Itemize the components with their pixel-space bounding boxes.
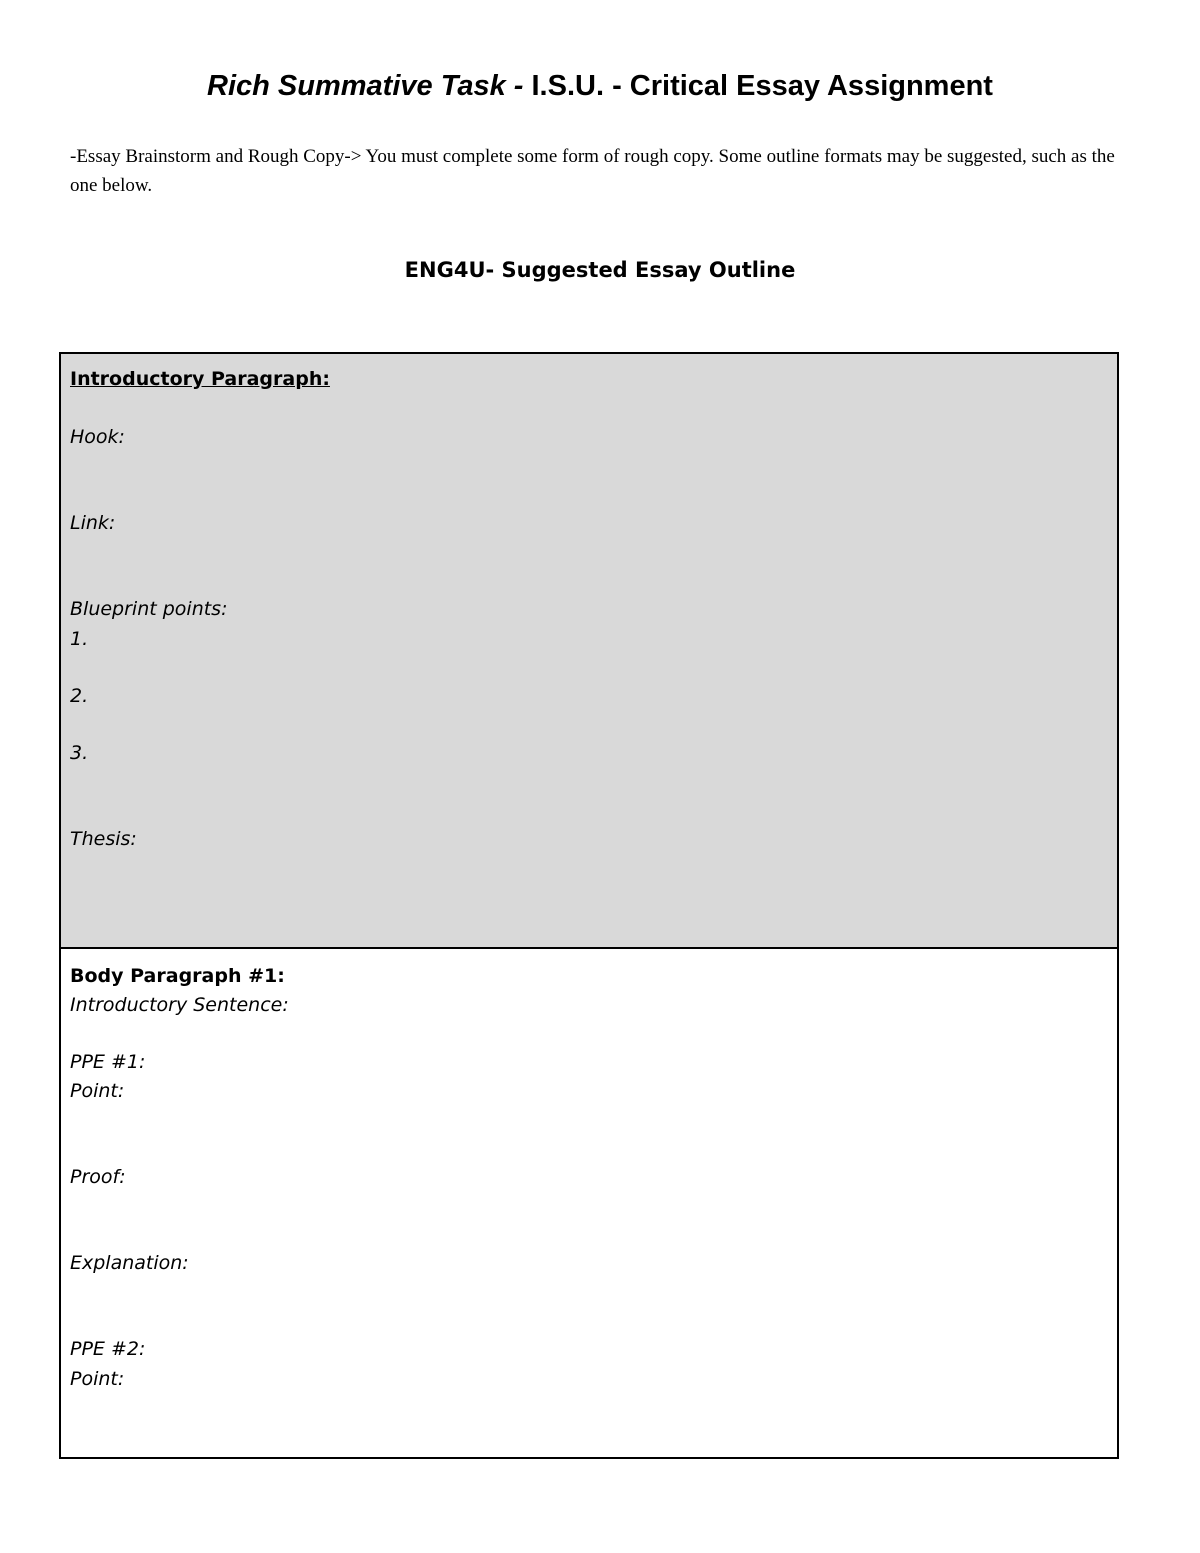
body-paragraph-1-heading: Body Paragraph #1: — [70, 965, 285, 987]
introductory-paragraph-heading: Introductory Paragraph: — [70, 368, 330, 390]
explanation-label: Explanation: — [70, 1252, 189, 1274]
page-title — [0, 70, 1200, 103]
title-italic-part: Rich Summative Task - — [207, 70, 532, 102]
blueprint-point-3: 3. — [70, 742, 89, 764]
ppe-2-label: PPE #2: — [70, 1338, 146, 1360]
essay-outline-table — [59, 352, 1119, 1459]
body-paragraph-1-section — [61, 949, 1117, 1457]
title-main-part: I.S.U. - Critical Essay Assignment — [531, 70, 993, 102]
blueprint-point-2: 2. — [70, 685, 89, 707]
ppe-2-point-label: Point: — [70, 1368, 125, 1390]
hook-label: Hook: — [70, 426, 125, 448]
introductory-paragraph-section — [61, 354, 1117, 949]
ppe-1-point-label: Point: — [70, 1080, 125, 1102]
proof-label: Proof: — [70, 1166, 126, 1188]
blueprint-points-label: Blueprint points: — [70, 598, 228, 620]
introductory-sentence-label: Introductory Sentence: — [70, 994, 289, 1016]
link-label: Link: — [70, 512, 116, 534]
instructions-text: -Essay Brainstorm and Rough Copy-> You must complete some form of rough copy. Some outline formats may be suggested, such as the one below. — [70, 146, 1115, 196]
ppe-1-label: PPE #1: — [70, 1051, 146, 1073]
blueprint-point-1: 1. — [70, 628, 89, 650]
outline-title: ENG4U- Suggested Essay Outline — [404, 258, 796, 282]
thesis-label: Thesis: — [70, 828, 137, 850]
